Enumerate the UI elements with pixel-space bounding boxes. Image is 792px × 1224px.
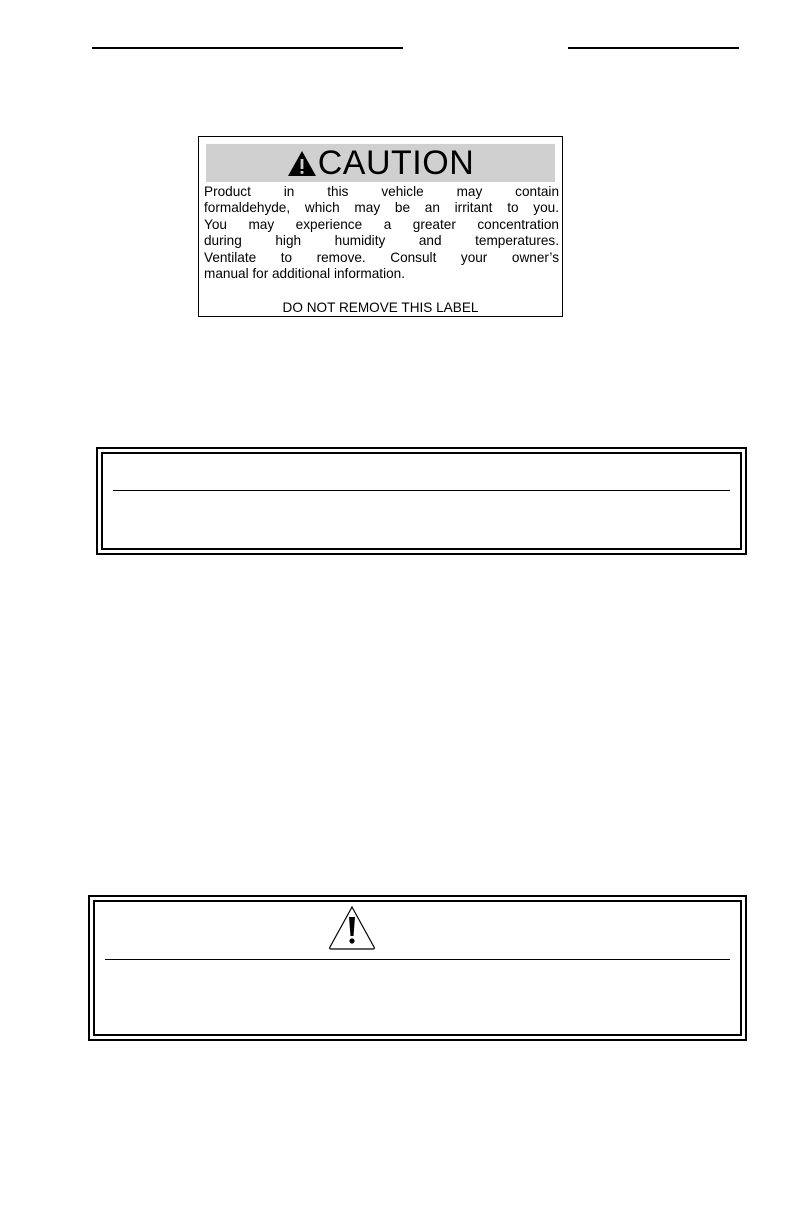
note-box-inner	[101, 452, 742, 550]
caution-line: Product in this vehicle may contain	[204, 184, 559, 199]
caution-title: CAUTION	[317, 144, 475, 182]
caution-footer: DO NOT REMOVE THIS LABEL	[282, 300, 479, 315]
note-box	[96, 447, 747, 555]
warning-triangle-icon	[287, 150, 317, 177]
caution-body	[204, 184, 559, 282]
exclamation-triangle-icon	[327, 904, 377, 951]
caution-line: formaldehyde, which may be an irritant to you.	[204, 200, 559, 216]
caution-line: You may experience a greater concentration	[204, 216, 559, 232]
warning-box	[88, 895, 747, 1041]
caution-line: manual for additional information.	[204, 266, 405, 282]
warning-divider	[105, 959, 730, 960]
header-rule-right	[568, 47, 739, 49]
warning-box-inner	[93, 900, 742, 1036]
header-rule-left	[92, 47, 403, 49]
caution-label	[198, 136, 563, 317]
caution-line: during high humidity and temperatures.	[204, 233, 559, 249]
caution-line: Ventilate to remove. Consult your owner’s	[204, 249, 559, 265]
note-divider	[113, 490, 730, 491]
caution-header	[206, 144, 555, 182]
